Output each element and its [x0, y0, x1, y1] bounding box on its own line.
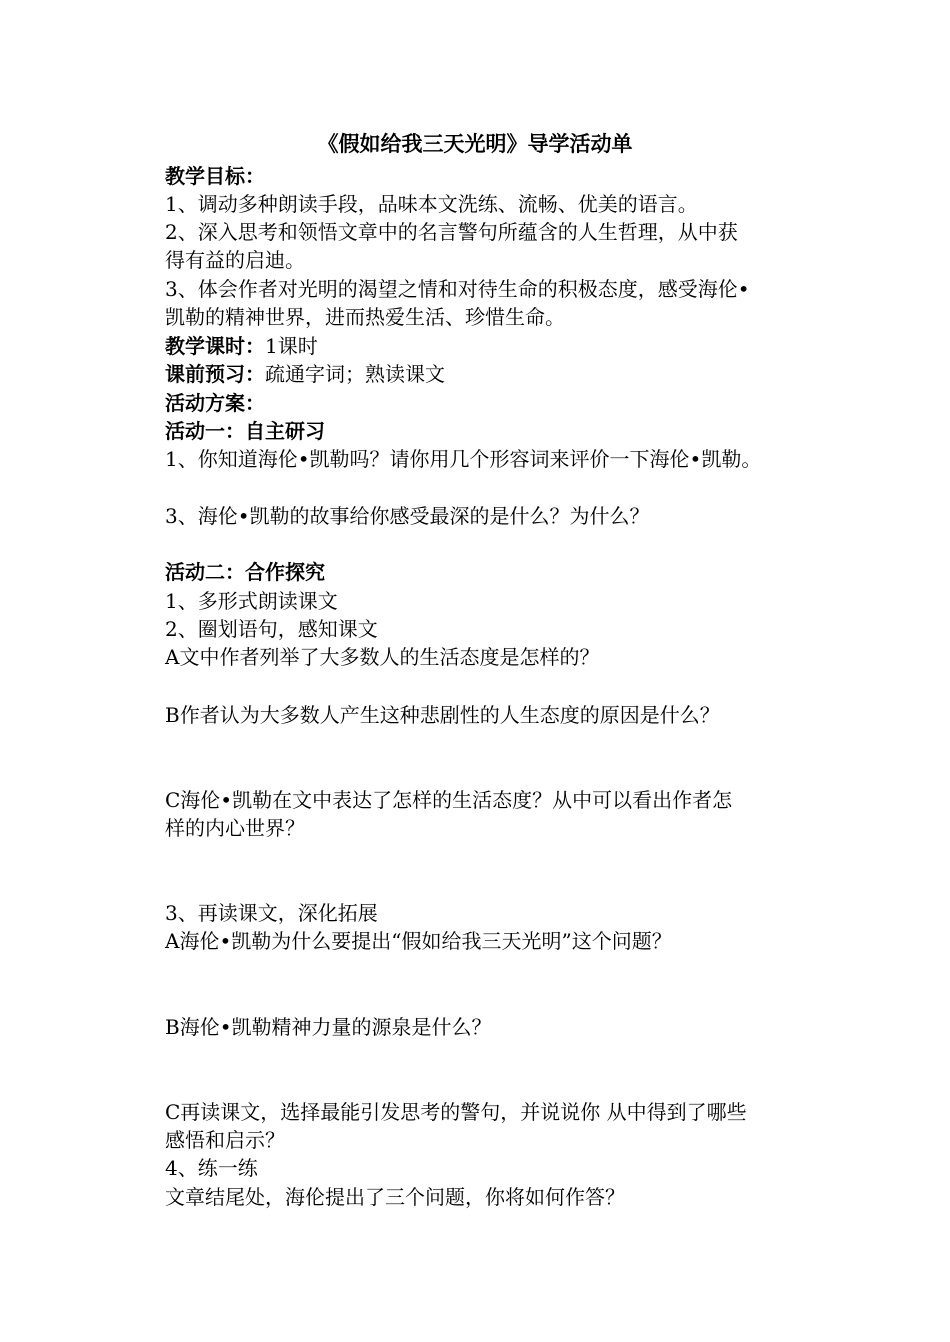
objective-3-line2: 凯勒的精神世界，进而热爱生活、珍惜生命。 — [165, 305, 565, 329]
activity2-step-2: 2、圈划语句，感知课文 — [165, 617, 378, 641]
teaching-hours — [165, 332, 815, 360]
objective-1: 1、调动多种朗读手段，品味本文洗练、流畅、优美的语言。 — [165, 192, 698, 216]
activity1-question-1: 1、你知道海伦•凯勒吗？请你用几个形容词来评价一下海伦•凯勒。 — [165, 447, 762, 471]
activity2-heading: 活动二：合作探究 — [165, 560, 325, 584]
hours-value: 1课时 — [265, 334, 318, 358]
step3-question-a: A海伦•凯勒为什么要提出“假如给我三天光明”这个问题？ — [165, 929, 672, 953]
hours-label: 教学课时： — [165, 334, 265, 358]
activity1-heading: 活动一：自主研习 — [165, 419, 325, 443]
activity2-step-1: 1、多形式朗读课文 — [165, 589, 338, 613]
step3-question-c-line2: 感悟和启示？ — [165, 1128, 285, 1152]
activity2-question-c-line2: 样的内心世界？ — [165, 816, 305, 840]
preview-label: 课前预习： — [165, 362, 265, 386]
pre-class-preview — [165, 360, 815, 388]
plan-heading: 活动方案： — [165, 391, 265, 415]
activity2-question-c-line1: C海伦•凯勒在文中表达了怎样的生活态度？从中可以看出作者怎 — [165, 788, 733, 812]
activity2-step-3: 3、再读课文，深化拓展 — [165, 901, 378, 925]
activity2-question-b: B作者认为大多数人产生这种悲剧性的人生态度的原因是什么？ — [165, 703, 720, 727]
objective-3-line1: 3、体会作者对光明的渴望之情和对待生命的积极态度，感受海伦• — [165, 277, 750, 301]
step3-question-b: B海伦•凯勒精神力量的源泉是什么？ — [165, 1015, 492, 1039]
activity2-question-a: A文中作者列举了大多数人的生活态度是怎样的？ — [165, 645, 600, 669]
activity1-question-3: 3、海伦•凯勒的故事给你感受最深的是什么？为什么？ — [165, 504, 650, 528]
objective-2-line1: 2、深入思考和领悟文章中的名言警句所蕴含的人生哲理，从中获 — [165, 220, 738, 244]
activity2-step-4: 4、练一练 — [165, 1156, 258, 1180]
step4-question: 文章结尾处，海伦提出了三个问题，你将如何作答？ — [165, 1185, 625, 1209]
document-title: 《假如给我三天光明》导学活动单 — [317, 132, 633, 156]
objectives-heading: 教学目标： — [165, 164, 265, 188]
preview-value: 疏通字词；熟读课文 — [265, 362, 445, 386]
objective-2-line2: 得有益的启迪。 — [165, 248, 305, 272]
step3-question-c-line1: C再读课文，选择最能引发思考的警句，并说说你 从中得到了哪些 — [165, 1100, 747, 1124]
